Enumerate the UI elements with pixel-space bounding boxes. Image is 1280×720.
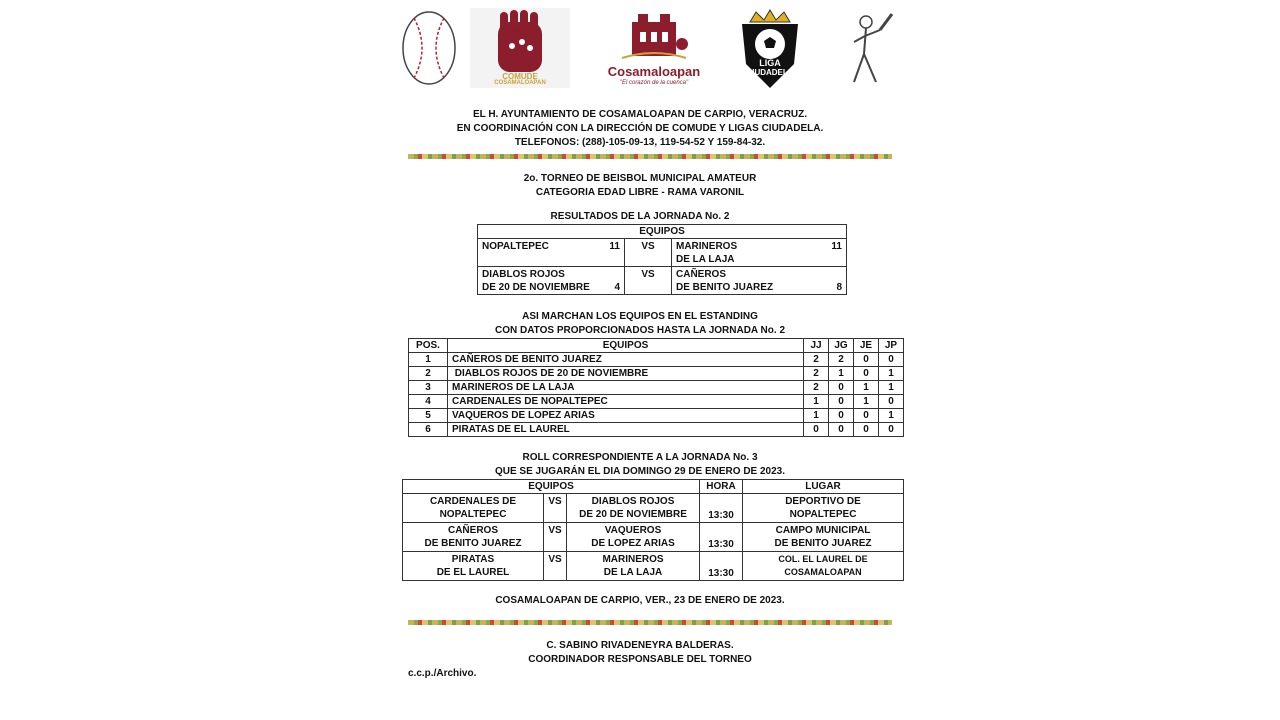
document-header [0,108,1280,150]
results-title: RESULTADOS DE LA JORNADA No. 2 [550,211,730,222]
place-line1: CAMPO MUNICIPAL [775,525,871,536]
table-row [403,494,904,523]
standings-title [0,310,1280,338]
home-team-line1: CAÑEROS [447,525,498,536]
home-team-cell [478,267,625,295]
away-team-line1: DIABLOS ROJOS [591,496,675,507]
home-score: 11 [609,241,620,252]
decorative-band-bottom [408,620,892,625]
table-row [403,523,904,552]
ccp-note: c.c.p./Archivo. [408,668,477,679]
pos-cell: 4 [409,395,448,409]
jj-cell: 2 [804,367,829,381]
time-cell: 13:30 [700,494,743,523]
tournament-title [0,172,1280,200]
away-team-cell [567,523,700,552]
vs-label: VS [544,552,567,581]
away-team-line2: DE LA LAJA [603,567,663,578]
table-row [478,267,847,295]
schedule-header-row [403,480,904,494]
home-team-line2-text: DE 20 DE NOVIEMBRE [482,282,590,293]
away-score: 11 [831,241,842,252]
time-cell: 13:30 [700,552,743,581]
team-cell: DIABLOS ROJOS DE 20 DE NOVIEMBRE [448,367,804,381]
table-row [403,552,904,581]
je-cell: 0 [854,409,879,423]
schedule-title [0,451,1280,479]
vs-label: VS [625,239,672,267]
jj-cell: 2 [804,353,829,367]
home-score: 4 [614,282,620,293]
je-cell: 0 [854,423,879,437]
results-header: EQUIPOS [478,225,847,239]
vs-label: VS [544,523,567,552]
home-team-line1: NOPALTEPEC [482,241,549,252]
team-cell: VAQUEROS DE LOPEZ ARIAS [448,409,804,423]
col-team: EQUIPOS [448,339,804,353]
away-team-line2 [676,281,842,294]
place-cell [743,552,904,581]
comude-logo [470,8,570,88]
away-team-line1: VAQUEROS [604,525,662,536]
pos-cell: 5 [409,409,448,423]
table-row [409,367,904,381]
batter-icon [824,8,904,92]
standings-title-line2: CON DATOS PROPORCIONADOS HASTA LA JORNADA No. 2 [494,325,785,336]
jp-cell: 0 [879,353,904,367]
home-team-cell [478,239,625,267]
jg-cell: 1 [829,367,854,381]
col-teams: EQUIPOS [403,480,700,494]
jp-cell: 0 [879,395,904,409]
jj-cell: 2 [804,381,829,395]
signature-block [0,639,1280,667]
col-jg: JG [829,339,854,353]
home-team-cell [403,494,544,523]
away-team-cell [567,552,700,581]
standings-table [408,338,904,437]
col-place: LUGAR [743,480,904,494]
jg-cell: 2 [829,353,854,367]
table-row [409,353,904,367]
header-line-2: EN COORDINACIÓN CON LA DIRECCIÓN DE COMUDE Y LIGAS CIUDADELA. [456,123,824,134]
time-cell: 13:30 [700,523,743,552]
away-team-cell [672,267,847,295]
home-team-cell [403,523,544,552]
je-cell: 1 [854,381,879,395]
jp-cell: 1 [879,409,904,423]
jg-cell: 0 [829,409,854,423]
jg-cell: 0 [829,395,854,409]
home-team-line1: DIABLOS ROJOS [482,269,565,280]
home-team-line1: PIRATAS [451,554,495,565]
col-pos: POS. [409,339,448,353]
away-score: 8 [836,282,842,293]
away-team-cell [567,494,700,523]
away-team-line1: CAÑEROS [676,269,727,280]
home-team-line1: CARDENALES DE [429,496,517,507]
table-row [478,239,847,267]
jp-cell: 1 [879,367,904,381]
jg-cell: 0 [829,381,854,395]
cosamaloapan-logo [602,8,706,92]
cosamaloapan-slogan: "El corazón de la cuenca" [619,80,689,86]
home-team-line2: NOPALTEPEC [439,509,507,520]
header-line-3: TELEFONOS: (288)-105-09-13, 119-54-52 Y 159-84-32. [514,137,766,148]
liga-top-text: LIGA [759,58,781,68]
col-jp: JP [879,339,904,353]
tournament-name: 2o. TORNEO DE BEISBOL MUNICIPAL AMATEUR [523,173,757,184]
table-row [409,423,904,437]
schedule-table [402,479,904,581]
je-cell: 0 [854,367,879,381]
liga-bottom-text: CIUDADELA [746,68,794,77]
away-team-line2: DE LA LAJA [676,254,735,265]
home-team-line2: DE BENITO JUAREZ [424,538,522,549]
pos-cell: 1 [409,353,448,367]
schedule-title-line2: QUE SE JUGARÁN EL DIA DOMINGO 29 DE ENERO DE 2023. [494,466,786,477]
standings-title-line1: ASI MARCHAN LOS EQUIPOS EN EL ESTANDING [522,311,758,322]
comude-top-text: COMUDE [502,72,538,81]
jj-cell: 0 [804,423,829,437]
away-team-line2: DE LOPEZ ARIAS [591,538,675,549]
place-line2: COSAMALOAPAN [784,567,862,577]
team-cell: MARINEROS DE LA LAJA [448,381,804,395]
col-time: HORA [700,480,743,494]
place-line1: COL. EL LAUREL DE [778,554,868,564]
col-je: JE [854,339,879,353]
place-line2: NOPALTEPEC [789,509,857,520]
results-table [477,224,847,295]
pos-cell: 6 [409,423,448,437]
home-team-line2: DE EL LAUREL [436,567,510,578]
place-line1: DEPORTIVO DE [785,496,861,507]
team-cell: PIRATAS DE EL LAUREL [448,423,804,437]
jj-cell: 1 [804,409,829,423]
je-cell: 1 [854,395,879,409]
vs-label: VS [625,267,672,295]
jp-cell: 0 [879,423,904,437]
standings-header-row [409,339,904,353]
comude-bottom-text: COSAMALOAPAN [494,80,546,86]
away-team-line1: MARINEROS [602,554,664,565]
away-team-line2-text: DE BENITO JUAREZ [676,282,774,293]
away-team-cell [672,239,847,267]
pos-cell: 3 [409,381,448,395]
baseball-icon [400,8,458,88]
home-team-cell [403,552,544,581]
place-line2: DE BENITO JUAREZ [774,538,872,549]
schedule-title-line1: ROLL CORRESPONDIENTE A LA JORNADA No. 3 [522,452,758,463]
jj-cell: 1 [804,395,829,409]
cosamaloapan-name: Cosamaloapan [607,64,701,79]
table-row [409,409,904,423]
header-line-1: EL H. AYUNTAMIENTO DE COSAMALOAPAN DE CARPIO, VERACRUZ. [472,109,808,120]
home-team-line2 [482,281,620,294]
place-cell [743,523,904,552]
place-cell [743,494,904,523]
signer-name: C. SABINO RIVADENEYRA BALDERAS. [546,640,734,651]
col-jj: JJ [804,339,829,353]
logos-row [396,8,916,98]
team-cell: CAÑEROS DE BENITO JUAREZ [448,353,804,367]
away-team-line1: MARINEROS [676,241,738,252]
decorative-band-top [408,154,892,159]
pos-cell: 2 [409,367,448,381]
place-date: COSAMALOAPAN DE CARPIO, VER., 23 DE ENERO DE 2023. [495,595,785,606]
liga-ciudadela-logo [736,8,804,92]
table-row [409,395,904,409]
away-team-line2: DE 20 DE NOVIEMBRE [579,509,687,520]
tournament-category: CATEGORIA EDAD LIBRE - RAMA VARONIL [535,187,745,198]
vs-label: VS [544,494,567,523]
jg-cell: 0 [829,423,854,437]
jp-cell: 1 [879,381,904,395]
table-row [409,381,904,395]
signer-role: COORDINADOR RESPONSABLE DEL TORNEO [528,654,752,665]
je-cell: 0 [854,353,879,367]
team-cell: CARDENALES DE NOPALTEPEC [448,395,804,409]
